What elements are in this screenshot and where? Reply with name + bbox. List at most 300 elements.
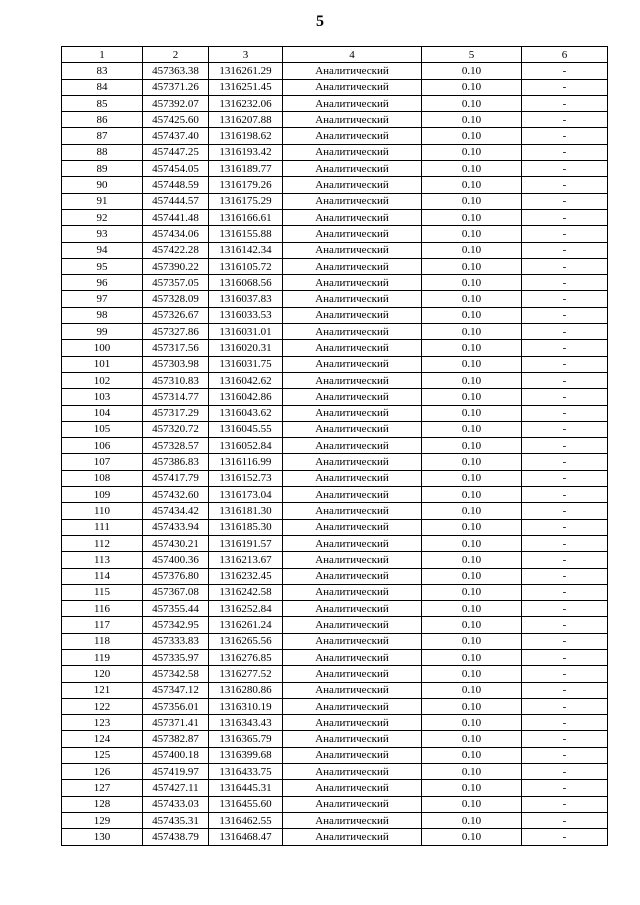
x-coordinate-cell: 457419.97 (143, 764, 209, 780)
y-coordinate-cell: 1316155.88 (209, 226, 283, 242)
y-coordinate-cell: 1316261.29 (209, 63, 283, 79)
method-cell: Аналитический (283, 682, 422, 698)
y-coordinate-cell: 1316179.26 (209, 177, 283, 193)
note-cell: - (522, 421, 608, 437)
x-coordinate-cell: 457437.40 (143, 128, 209, 144)
method-cell: Аналитический (283, 698, 422, 714)
y-coordinate-cell: 1316213.67 (209, 552, 283, 568)
coordinates-table (61, 46, 608, 846)
column-header: 2 (143, 47, 209, 63)
point-number-cell: 95 (62, 258, 143, 274)
column-header: 6 (522, 47, 608, 63)
table-header-row (62, 47, 608, 63)
x-coordinate-cell: 457347.12 (143, 682, 209, 698)
x-coordinate-cell: 457392.07 (143, 95, 209, 111)
note-cell: - (522, 193, 608, 209)
point-number-cell: 92 (62, 209, 143, 225)
x-coordinate-cell: 457447.25 (143, 144, 209, 160)
method-cell: Аналитический (283, 829, 422, 845)
accuracy-cell: 0.10 (422, 324, 522, 340)
method-cell: Аналитический (283, 161, 422, 177)
table-row (62, 764, 608, 780)
table-row (62, 454, 608, 470)
x-coordinate-cell: 457433.03 (143, 796, 209, 812)
y-coordinate-cell: 1316152.73 (209, 470, 283, 486)
point-number-cell: 99 (62, 324, 143, 340)
point-number-cell: 104 (62, 405, 143, 421)
method-cell: Аналитический (283, 79, 422, 95)
method-cell: Аналитический (283, 193, 422, 209)
point-number-cell: 93 (62, 226, 143, 242)
table-row (62, 63, 608, 79)
point-number-cell: 87 (62, 128, 143, 144)
point-number-cell: 126 (62, 764, 143, 780)
table-row (62, 535, 608, 551)
x-coordinate-cell: 457328.57 (143, 438, 209, 454)
note-cell: - (522, 487, 608, 503)
method-cell: Аналитический (283, 291, 422, 307)
x-coordinate-cell: 457376.80 (143, 568, 209, 584)
table-row (62, 95, 608, 111)
accuracy-cell: 0.10 (422, 519, 522, 535)
note-cell: - (522, 617, 608, 633)
accuracy-cell: 0.10 (422, 698, 522, 714)
x-coordinate-cell: 457427.11 (143, 780, 209, 796)
method-cell: Аналитический (283, 340, 422, 356)
table-row (62, 731, 608, 747)
table-row (62, 258, 608, 274)
method-cell: Аналитический (283, 356, 422, 372)
accuracy-cell: 0.10 (422, 470, 522, 486)
table-row (62, 519, 608, 535)
table-row (62, 470, 608, 486)
y-coordinate-cell: 1316242.58 (209, 584, 283, 600)
x-coordinate-cell: 457335.97 (143, 649, 209, 665)
x-coordinate-cell: 457444.57 (143, 193, 209, 209)
y-coordinate-cell: 1316033.53 (209, 307, 283, 323)
x-coordinate-cell: 457400.18 (143, 747, 209, 763)
point-number-cell: 94 (62, 242, 143, 258)
point-number-cell: 84 (62, 79, 143, 95)
table-row (62, 487, 608, 503)
note-cell: - (522, 584, 608, 600)
table-row (62, 649, 608, 665)
x-coordinate-cell: 457425.60 (143, 112, 209, 128)
method-cell: Аналитический (283, 601, 422, 617)
x-coordinate-cell: 457441.48 (143, 209, 209, 225)
column-header: 5 (422, 47, 522, 63)
y-coordinate-cell: 1316166.61 (209, 209, 283, 225)
point-number-cell: 89 (62, 161, 143, 177)
note-cell: - (522, 829, 608, 845)
y-coordinate-cell: 1316468.47 (209, 829, 283, 845)
method-cell: Аналитический (283, 617, 422, 633)
y-coordinate-cell: 1316232.06 (209, 95, 283, 111)
table-row (62, 682, 608, 698)
point-number-cell: 109 (62, 487, 143, 503)
note-cell: - (522, 503, 608, 519)
note-cell: - (522, 340, 608, 356)
point-number-cell: 127 (62, 780, 143, 796)
accuracy-cell: 0.10 (422, 617, 522, 633)
accuracy-cell: 0.10 (422, 535, 522, 551)
y-coordinate-cell: 1316045.55 (209, 421, 283, 437)
table-row (62, 340, 608, 356)
method-cell: Аналитический (283, 715, 422, 731)
method-cell: Аналитический (283, 584, 422, 600)
method-cell: Аналитический (283, 503, 422, 519)
point-number-cell: 107 (62, 454, 143, 470)
accuracy-cell: 0.10 (422, 796, 522, 812)
column-header: 3 (209, 47, 283, 63)
note-cell: - (522, 764, 608, 780)
point-number-cell: 83 (62, 63, 143, 79)
table-row (62, 242, 608, 258)
y-coordinate-cell: 1316068.56 (209, 275, 283, 291)
note-cell: - (522, 568, 608, 584)
accuracy-cell: 0.10 (422, 112, 522, 128)
y-coordinate-cell: 1316445.31 (209, 780, 283, 796)
table-row (62, 584, 608, 600)
y-coordinate-cell: 1316042.62 (209, 372, 283, 388)
point-number-cell: 103 (62, 389, 143, 405)
x-coordinate-cell: 457382.87 (143, 731, 209, 747)
y-coordinate-cell: 1316189.77 (209, 161, 283, 177)
x-coordinate-cell: 457400.36 (143, 552, 209, 568)
note-cell: - (522, 666, 608, 682)
x-coordinate-cell: 457438.79 (143, 829, 209, 845)
point-number-cell: 120 (62, 666, 143, 682)
note-cell: - (522, 470, 608, 486)
note-cell: - (522, 291, 608, 307)
note-cell: - (522, 780, 608, 796)
table-row (62, 405, 608, 421)
y-coordinate-cell: 1316052.84 (209, 438, 283, 454)
note-cell: - (522, 519, 608, 535)
table-row (62, 438, 608, 454)
accuracy-cell: 0.10 (422, 633, 522, 649)
point-number-cell: 128 (62, 796, 143, 812)
point-number-cell: 130 (62, 829, 143, 845)
y-coordinate-cell: 1316175.29 (209, 193, 283, 209)
accuracy-cell: 0.10 (422, 177, 522, 193)
accuracy-cell: 0.10 (422, 584, 522, 600)
x-coordinate-cell: 457371.26 (143, 79, 209, 95)
x-coordinate-cell: 457327.86 (143, 324, 209, 340)
method-cell: Аналитический (283, 177, 422, 193)
point-number-cell: 111 (62, 519, 143, 535)
method-cell: Аналитический (283, 421, 422, 437)
y-coordinate-cell: 1316191.57 (209, 535, 283, 551)
point-number-cell: 85 (62, 95, 143, 111)
table-row (62, 226, 608, 242)
note-cell: - (522, 389, 608, 405)
accuracy-cell: 0.10 (422, 731, 522, 747)
method-cell: Аналитический (283, 487, 422, 503)
y-coordinate-cell: 1316105.72 (209, 258, 283, 274)
y-coordinate-cell: 1316280.86 (209, 682, 283, 698)
method-cell: Аналитический (283, 666, 422, 682)
accuracy-cell: 0.10 (422, 715, 522, 731)
y-coordinate-cell: 1316207.88 (209, 112, 283, 128)
accuracy-cell: 0.10 (422, 79, 522, 95)
method-cell: Аналитический (283, 405, 422, 421)
point-number-cell: 113 (62, 552, 143, 568)
x-coordinate-cell: 457320.72 (143, 421, 209, 437)
x-coordinate-cell: 457317.29 (143, 405, 209, 421)
y-coordinate-cell: 1316276.85 (209, 649, 283, 665)
accuracy-cell: 0.10 (422, 340, 522, 356)
x-coordinate-cell: 457363.38 (143, 63, 209, 79)
accuracy-cell: 0.10 (422, 503, 522, 519)
x-coordinate-cell: 457342.58 (143, 666, 209, 682)
table-row (62, 193, 608, 209)
accuracy-cell: 0.10 (422, 291, 522, 307)
point-number-cell: 117 (62, 617, 143, 633)
column-header: 4 (283, 47, 422, 63)
x-coordinate-cell: 457371.41 (143, 715, 209, 731)
accuracy-cell: 0.10 (422, 95, 522, 111)
note-cell: - (522, 209, 608, 225)
point-number-cell: 86 (62, 112, 143, 128)
point-number-cell: 106 (62, 438, 143, 454)
point-number-cell: 121 (62, 682, 143, 698)
table-row (62, 617, 608, 633)
accuracy-cell: 0.10 (422, 209, 522, 225)
method-cell: Аналитический (283, 568, 422, 584)
accuracy-cell: 0.10 (422, 666, 522, 682)
table-row (62, 161, 608, 177)
y-coordinate-cell: 1316277.52 (209, 666, 283, 682)
y-coordinate-cell: 1316365.79 (209, 731, 283, 747)
note-cell: - (522, 258, 608, 274)
x-coordinate-cell: 457356.01 (143, 698, 209, 714)
method-cell: Аналитический (283, 112, 422, 128)
method-cell: Аналитический (283, 128, 422, 144)
point-number-cell: 115 (62, 584, 143, 600)
point-number-cell: 123 (62, 715, 143, 731)
accuracy-cell: 0.10 (422, 487, 522, 503)
table-row (62, 747, 608, 763)
table-row (62, 128, 608, 144)
accuracy-cell: 0.10 (422, 552, 522, 568)
page-number: 5 (316, 13, 324, 30)
x-coordinate-cell: 457317.56 (143, 340, 209, 356)
point-number-cell: 101 (62, 356, 143, 372)
point-number-cell: 90 (62, 177, 143, 193)
accuracy-cell: 0.10 (422, 242, 522, 258)
accuracy-cell: 0.10 (422, 258, 522, 274)
accuracy-cell: 0.10 (422, 307, 522, 323)
note-cell: - (522, 63, 608, 79)
method-cell: Аналитический (283, 633, 422, 649)
x-coordinate-cell: 457432.60 (143, 487, 209, 503)
table-row (62, 780, 608, 796)
table-row (62, 144, 608, 160)
x-coordinate-cell: 457357.05 (143, 275, 209, 291)
method-cell: Аналитический (283, 535, 422, 551)
method-cell: Аналитический (283, 747, 422, 763)
table-row (62, 796, 608, 812)
table-body (62, 63, 608, 845)
x-coordinate-cell: 457328.09 (143, 291, 209, 307)
point-number-cell: 91 (62, 193, 143, 209)
method-cell: Аналитический (283, 275, 422, 291)
accuracy-cell: 0.10 (422, 405, 522, 421)
table-row (62, 633, 608, 649)
x-coordinate-cell: 457367.08 (143, 584, 209, 600)
accuracy-cell: 0.10 (422, 454, 522, 470)
accuracy-cell: 0.10 (422, 682, 522, 698)
note-cell: - (522, 454, 608, 470)
method-cell: Аналитический (283, 796, 422, 812)
accuracy-cell: 0.10 (422, 63, 522, 79)
x-coordinate-cell: 457390.22 (143, 258, 209, 274)
table-row (62, 715, 608, 731)
table-row (62, 601, 608, 617)
accuracy-cell: 0.10 (422, 764, 522, 780)
y-coordinate-cell: 1316399.68 (209, 747, 283, 763)
table-row (62, 812, 608, 828)
note-cell: - (522, 95, 608, 111)
table-row (62, 698, 608, 714)
point-number-cell: 124 (62, 731, 143, 747)
y-coordinate-cell: 1316031.01 (209, 324, 283, 340)
x-coordinate-cell: 457454.05 (143, 161, 209, 177)
method-cell: Аналитический (283, 552, 422, 568)
x-coordinate-cell: 457433.94 (143, 519, 209, 535)
accuracy-cell: 0.10 (422, 356, 522, 372)
table-row (62, 324, 608, 340)
note-cell: - (522, 275, 608, 291)
table-row (62, 112, 608, 128)
note-cell: - (522, 324, 608, 340)
table-row (62, 389, 608, 405)
method-cell: Аналитический (283, 438, 422, 454)
point-number-cell: 102 (62, 372, 143, 388)
note-cell: - (522, 715, 608, 731)
note-cell: - (522, 633, 608, 649)
accuracy-cell: 0.10 (422, 226, 522, 242)
method-cell: Аналитический (283, 95, 422, 111)
note-cell: - (522, 226, 608, 242)
y-coordinate-cell: 1316310.19 (209, 698, 283, 714)
table-row (62, 307, 608, 323)
table-row (62, 291, 608, 307)
y-coordinate-cell: 1316037.83 (209, 291, 283, 307)
table-row (62, 503, 608, 519)
accuracy-cell: 0.10 (422, 601, 522, 617)
x-coordinate-cell: 457333.83 (143, 633, 209, 649)
accuracy-cell: 0.10 (422, 372, 522, 388)
y-coordinate-cell: 1316116.99 (209, 454, 283, 470)
x-coordinate-cell: 457310.83 (143, 372, 209, 388)
y-coordinate-cell: 1316198.62 (209, 128, 283, 144)
method-cell: Аналитический (283, 764, 422, 780)
method-cell: Аналитический (283, 649, 422, 665)
point-number-cell: 98 (62, 307, 143, 323)
method-cell: Аналитический (283, 144, 422, 160)
accuracy-cell: 0.10 (422, 193, 522, 209)
note-cell: - (522, 112, 608, 128)
point-number-cell: 116 (62, 601, 143, 617)
note-cell: - (522, 552, 608, 568)
y-coordinate-cell: 1316433.75 (209, 764, 283, 780)
table-row (62, 666, 608, 682)
table-row (62, 356, 608, 372)
note-cell: - (522, 372, 608, 388)
accuracy-cell: 0.10 (422, 128, 522, 144)
accuracy-cell: 0.10 (422, 275, 522, 291)
table-row (62, 829, 608, 845)
table-row (62, 177, 608, 193)
point-number-cell: 118 (62, 633, 143, 649)
point-number-cell: 129 (62, 812, 143, 828)
y-coordinate-cell: 1316251.45 (209, 79, 283, 95)
x-coordinate-cell: 457326.67 (143, 307, 209, 323)
note-cell: - (522, 242, 608, 258)
accuracy-cell: 0.10 (422, 649, 522, 665)
x-coordinate-cell: 457386.83 (143, 454, 209, 470)
y-coordinate-cell: 1316142.34 (209, 242, 283, 258)
x-coordinate-cell: 457303.98 (143, 356, 209, 372)
note-cell: - (522, 731, 608, 747)
accuracy-cell: 0.10 (422, 438, 522, 454)
x-coordinate-cell: 457314.77 (143, 389, 209, 405)
accuracy-cell: 0.10 (422, 568, 522, 584)
point-number-cell: 108 (62, 470, 143, 486)
accuracy-cell: 0.10 (422, 747, 522, 763)
method-cell: Аналитический (283, 209, 422, 225)
note-cell: - (522, 812, 608, 828)
y-coordinate-cell: 1316181.30 (209, 503, 283, 519)
method-cell: Аналитический (283, 63, 422, 79)
y-coordinate-cell: 1316031.75 (209, 356, 283, 372)
table-row (62, 209, 608, 225)
method-cell: Аналитический (283, 389, 422, 405)
y-coordinate-cell: 1316265.56 (209, 633, 283, 649)
accuracy-cell: 0.10 (422, 780, 522, 796)
note-cell: - (522, 405, 608, 421)
y-coordinate-cell: 1316462.55 (209, 812, 283, 828)
accuracy-cell: 0.10 (422, 144, 522, 160)
method-cell: Аналитический (283, 372, 422, 388)
table-row (62, 421, 608, 437)
point-number-cell: 125 (62, 747, 143, 763)
x-coordinate-cell: 457448.59 (143, 177, 209, 193)
x-coordinate-cell: 457422.28 (143, 242, 209, 258)
point-number-cell: 110 (62, 503, 143, 519)
note-cell: - (522, 747, 608, 763)
point-number-cell: 97 (62, 291, 143, 307)
accuracy-cell: 0.10 (422, 161, 522, 177)
table-row (62, 372, 608, 388)
method-cell: Аналитический (283, 324, 422, 340)
point-number-cell: 112 (62, 535, 143, 551)
x-coordinate-cell: 457430.21 (143, 535, 209, 551)
y-coordinate-cell: 1316232.45 (209, 568, 283, 584)
point-number-cell: 105 (62, 421, 143, 437)
note-cell: - (522, 796, 608, 812)
method-cell: Аналитический (283, 307, 422, 323)
accuracy-cell: 0.10 (422, 829, 522, 845)
accuracy-cell: 0.10 (422, 812, 522, 828)
y-coordinate-cell: 1316261.24 (209, 617, 283, 633)
note-cell: - (522, 535, 608, 551)
table-row (62, 275, 608, 291)
table-row (62, 552, 608, 568)
x-coordinate-cell: 457434.06 (143, 226, 209, 242)
